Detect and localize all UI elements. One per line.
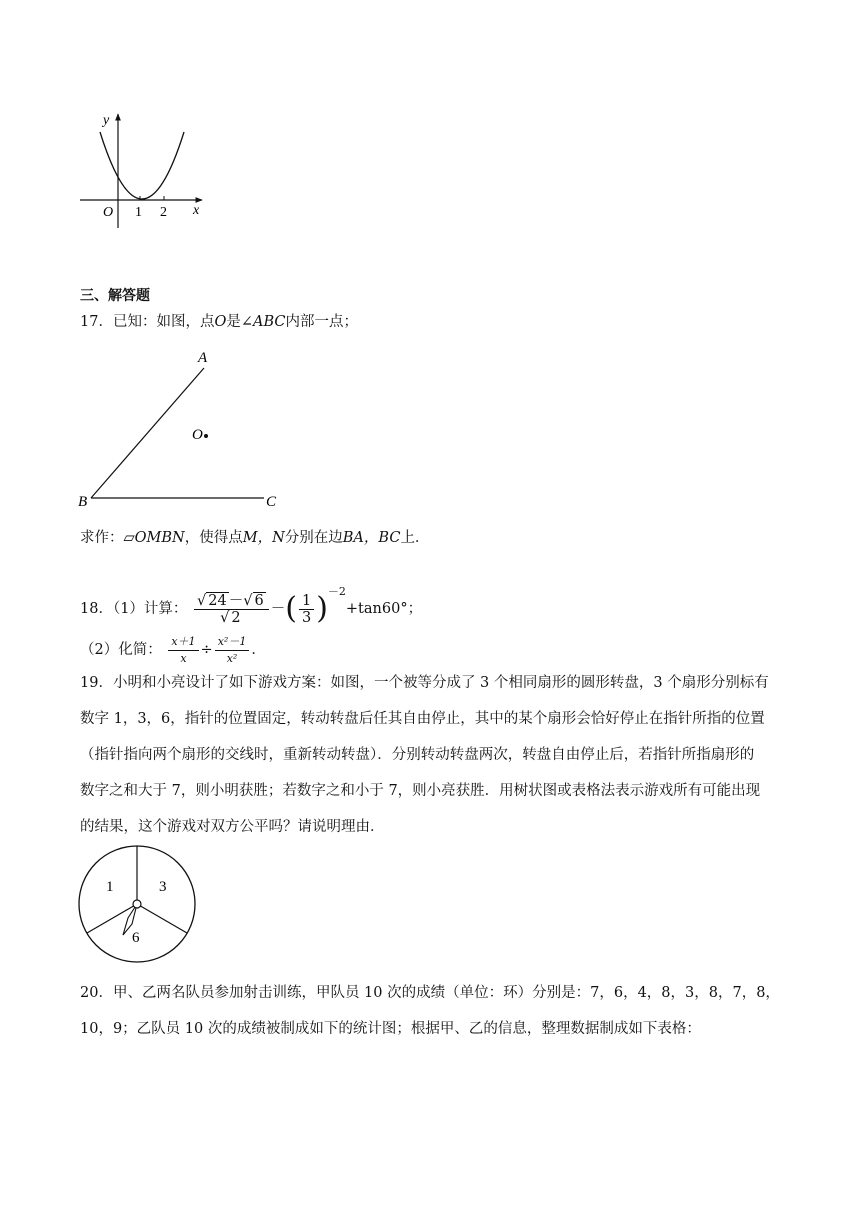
q18-fraction-third: $\frac{1}{3}$ <box>299 593 314 626</box>
q19-line-4: 数字之和大于 7，则小明获胜；若数字之和小于 7，则小亮获胜．用树状图或表格法表示游戏所有可能出现 <box>80 783 761 799</box>
y-axis-label: y <box>103 113 110 128</box>
spinner-sector-6: 6 <box>132 930 140 946</box>
angle-abc-figure <box>76 348 296 514</box>
tick-label-1: 1 <box>135 205 142 220</box>
spinner-sector-1: 1 <box>106 879 114 895</box>
spinner-figure <box>76 842 202 968</box>
label-c: C <box>266 494 277 510</box>
q18-part2: （2）化简： $\frac{x+1}{x}$ ÷ $\frac{\text{x²－1}}{\text{x²}}$ ． <box>80 634 266 665</box>
spinner-divider-right <box>137 904 187 933</box>
origin-label: O <box>103 205 114 220</box>
label-b: B <box>78 494 88 510</box>
q18-part1: 18．（1）计算： $\frac{√ 24 -√ 6}{√ 2}$ －( $\frac{1}{3}$ )$^{-2}$+tan60°； <box>80 585 423 626</box>
q19-line-3: （指针指向两个扇形的交线时，重新转动转盘）．分别转动转盘两次，转盘自由停止后，若指针所指扇形的 <box>80 747 755 763</box>
q18-fraction-2: $\frac{x+1}{x}$ <box>168 634 198 667</box>
label-a: A <box>198 350 208 366</box>
q20-line-2: 10，9；乙队员 10 次的成绩被制成如下的统计图；根据甲、乙的信息，整理数据制成如下表格： <box>80 1021 701 1037</box>
label-o: O <box>192 427 203 443</box>
point-o <box>204 434 208 438</box>
q19-line-2: 数字 1，3，6，指针的位置固定，转动转盘后任其自由停止，其中的某个扇形会恰好停止在指针所指的位置 <box>80 711 765 727</box>
parabola-figure <box>76 108 216 234</box>
q19-line-1: 19．小明和小亮设计了如下游戏方案：如图，一个被等分成了 3 个相同扇形的圆形转盘，3 个扇形分别标有 <box>80 675 769 691</box>
ray-ba <box>91 368 204 498</box>
q17-statement: 17．已知：如图，点O是∠ABC内部一点； <box>80 314 358 330</box>
q18-fraction-1: $\frac{√ 24 -√ 6}{√ 2}$ <box>194 593 269 626</box>
q17-task: 求作：▱OMBN，使得点M，N分别在边BA，BC上． <box>80 530 430 546</box>
q18-fraction-3: $\frac{\text{x²－1}}{\text{x²}}$ <box>215 634 250 667</box>
q20-line-1: 20．甲、乙两名队员参加射击训练，甲队员 10 次的成绩（单位：环）分别是：7，6，4，8，3，8，7，8， <box>80 985 780 1001</box>
tick-label-2: 2 <box>160 205 167 220</box>
parabola-curve <box>100 132 184 199</box>
section-heading: 三、解答题 <box>80 288 150 304</box>
x-axis-label: x <box>193 203 200 218</box>
spinner-center <box>133 900 141 908</box>
q19-line-5: 的结果，这个游戏对双方公平吗？请说明理由． <box>80 819 385 835</box>
spinner-sector-3: 3 <box>159 879 167 895</box>
